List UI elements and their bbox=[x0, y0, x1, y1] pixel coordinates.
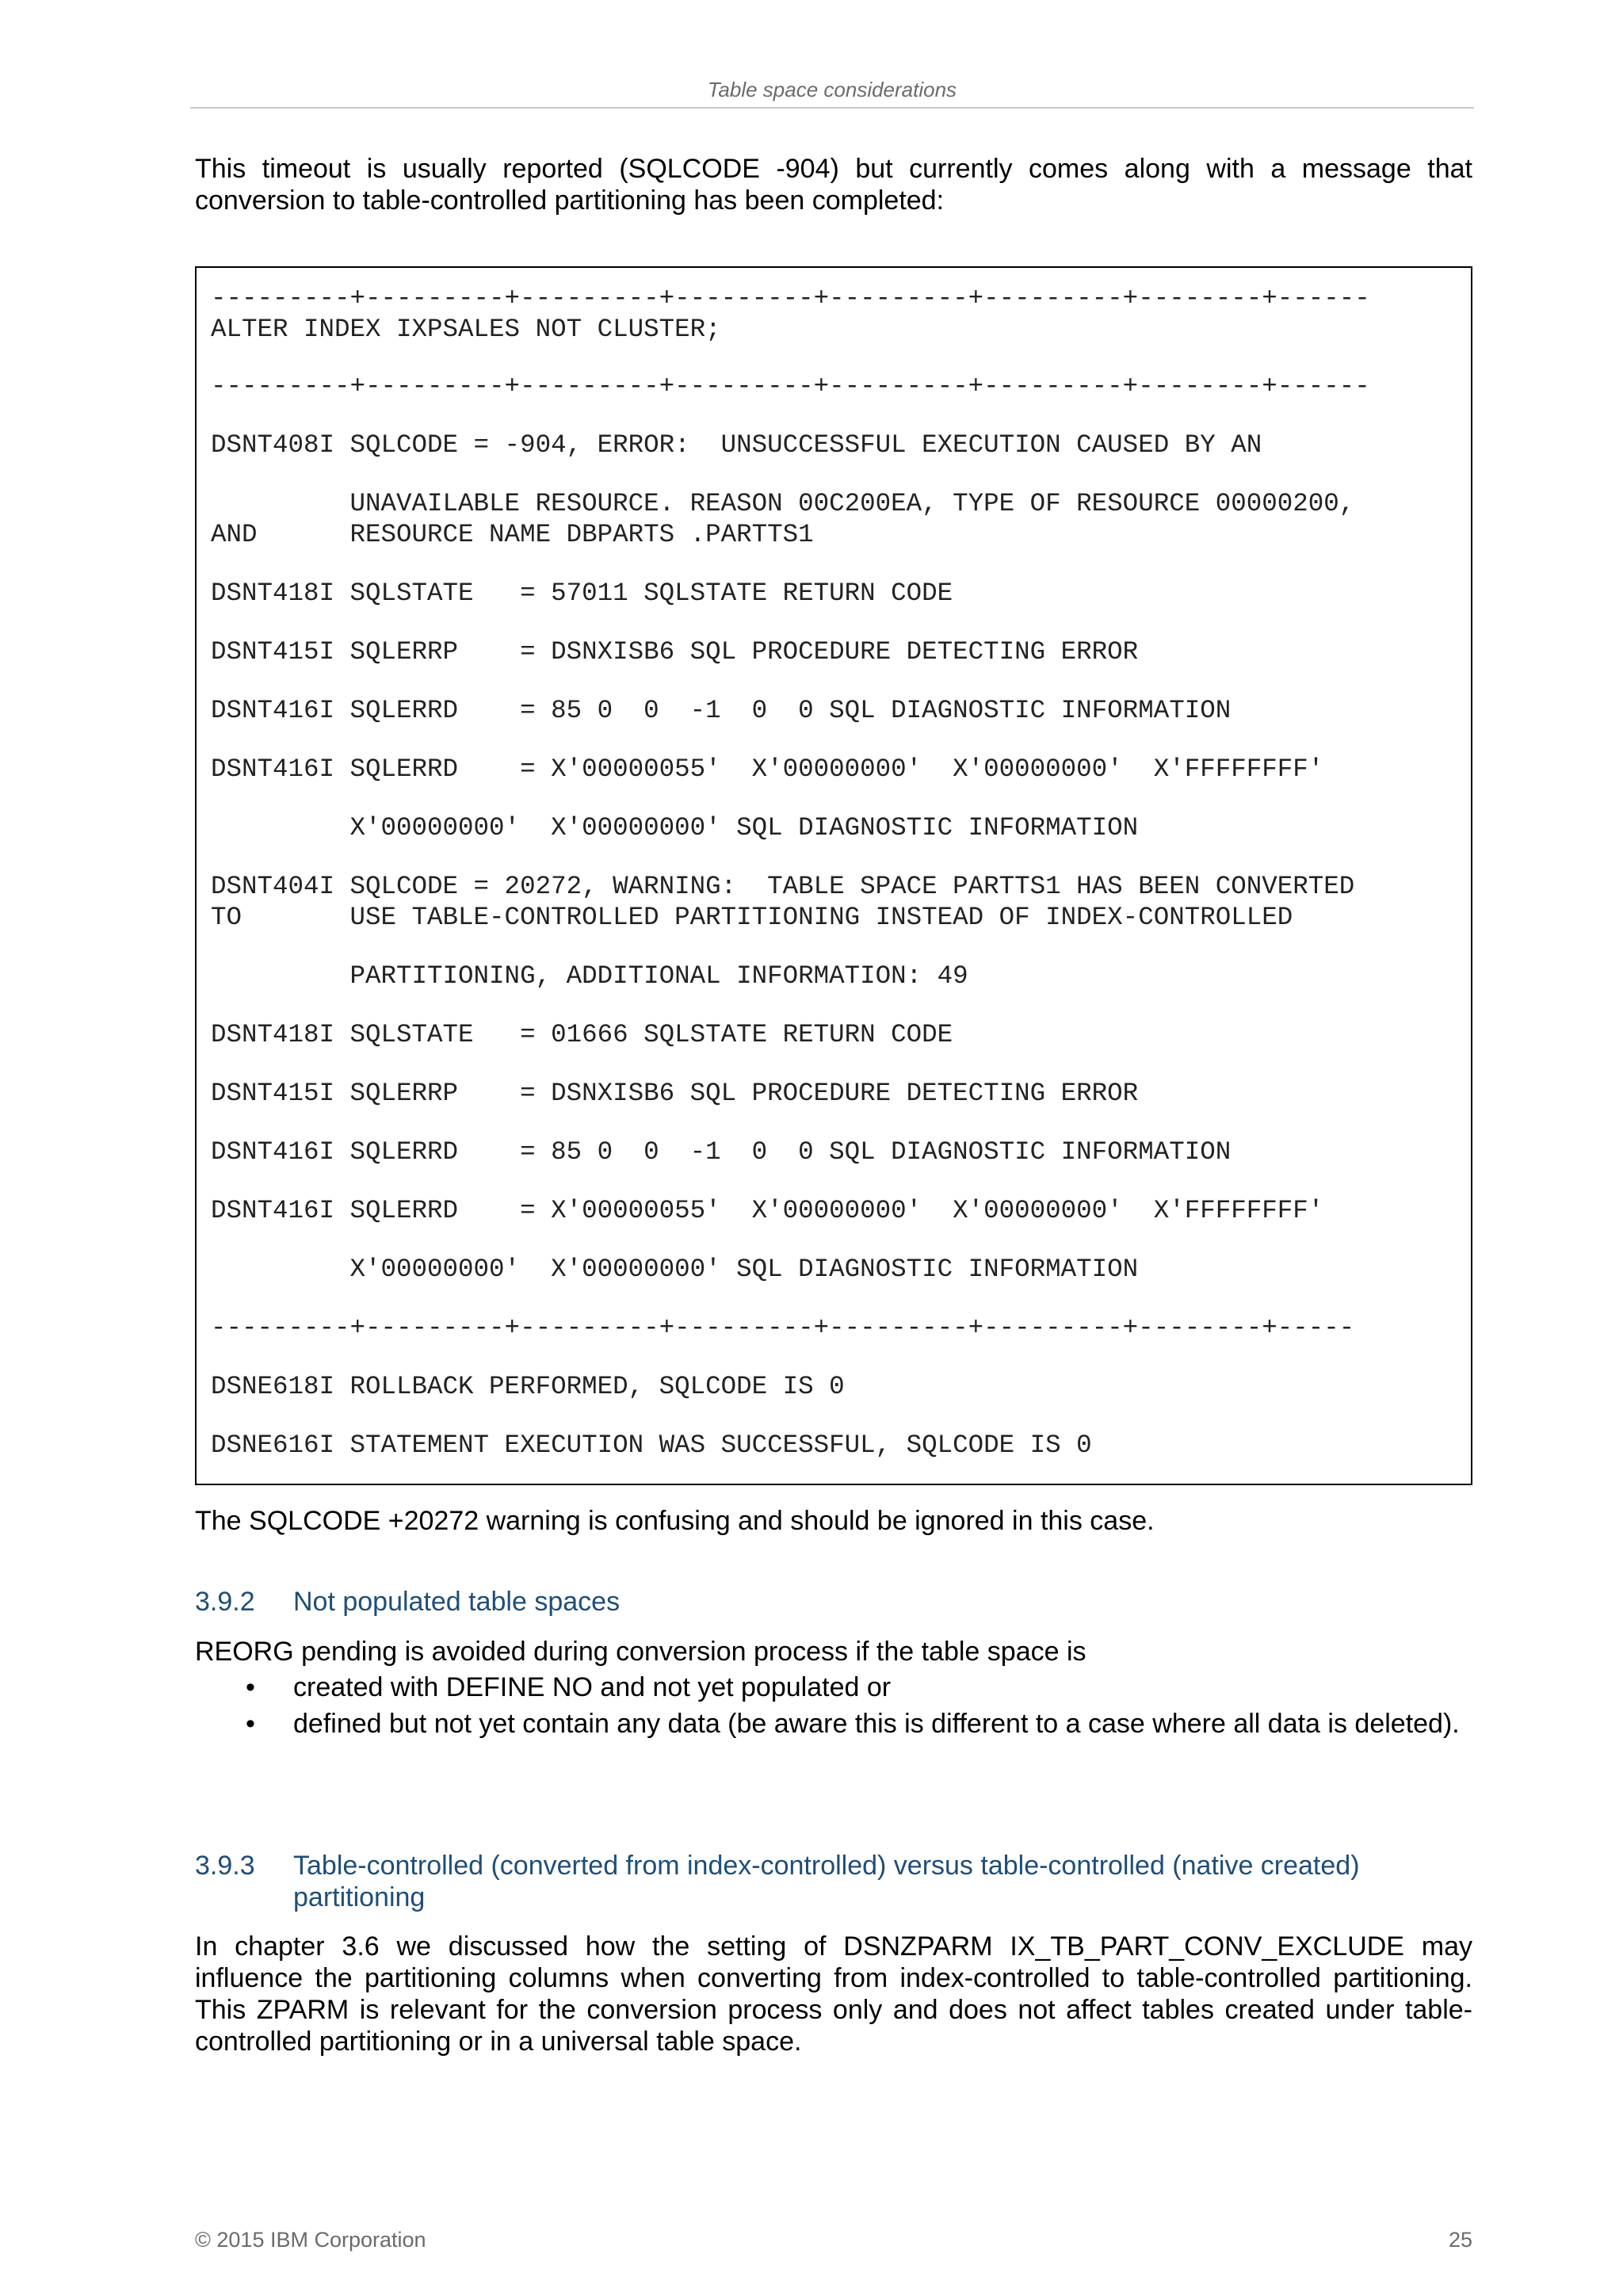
bullet-icon: • bbox=[246, 1709, 255, 1739]
code-line: DSNT418I SQLSTATE = 57011 SQLSTATE RETURN CODE bbox=[211, 579, 953, 608]
list-item bbox=[195, 1669, 1479, 1706]
footer-page-number: 25 bbox=[1448, 2228, 1472, 2252]
code-line: DSNE618I ROLLBACK PERFORMED, SQLCODE IS 0 bbox=[211, 1372, 845, 1401]
intro-paragraph: This timeout is usually reported (SQLCODE -904) but currently comes along with a message that conversion to table-controlled partitioning has been completed: bbox=[195, 154, 1472, 216]
footer-copyright: © 2015 IBM Corporation bbox=[195, 2228, 426, 2252]
code-line: DSNT416I SQLERRD = X'00000055' X'00000000' X'00000000' X'FFFFFFFF' bbox=[211, 755, 1324, 784]
code-line: DSNE616I STATEMENT EXECUTION WAS SUCCESSFUL, SQLCODE IS 0 bbox=[211, 1431, 1092, 1460]
after-code-paragraph: The SQLCODE +20272 warning is confusing and should be ignored in this case. bbox=[195, 1506, 1155, 1536]
section-number: 3.9.3 bbox=[195, 1851, 255, 1881]
section-number: 3.9.2 bbox=[195, 1587, 255, 1617]
code-line: DSNT416I SQLERRD = X'00000055' X'00000000' X'00000000' X'FFFFFFFF' bbox=[211, 1196, 1324, 1225]
code-output-box bbox=[195, 266, 1472, 1485]
code-line: PARTITIONING, ADDITIONAL INFORMATION: 49 bbox=[211, 961, 968, 991]
code-line: DSNT415I SQLERRP = DSNXISB6 SQL PROCEDURE DETECTING ERROR bbox=[211, 1079, 1139, 1108]
code-line: X'00000000' X'00000000' SQL DIAGNOSTIC INFORMATION bbox=[211, 813, 1139, 842]
section-title: Table-controlled (converted from index-controlled) versus table-controlled (native created) partitioning bbox=[293, 1851, 1360, 1912]
bullet-icon: • bbox=[246, 1672, 255, 1702]
code-line: DSNT418I SQLSTATE = 01666 SQLSTATE RETURN CODE bbox=[211, 1020, 953, 1049]
code-line: X'00000000' X'00000000' SQL DIAGNOSTIC INFORMATION bbox=[211, 1255, 1139, 1284]
section-3-9-2-intro: REORG pending is avoided during conversion process if the table space is bbox=[195, 1637, 1086, 1667]
running-header: Table space considerations bbox=[190, 78, 1474, 109]
section-title: Not populated table spaces bbox=[293, 1587, 621, 1617]
code-line: DSNT415I SQLERRP = DSNXISB6 SQL PROCEDURE DETECTING ERROR bbox=[211, 637, 1139, 667]
code-line: TO USE TABLE-CONTROLLED PARTITIONING INSTEAD OF INDEX-CONTROLLED bbox=[211, 903, 1293, 932]
code-line: ---------+---------+---------+---------+---------+---------+--------+------ bbox=[211, 284, 1370, 313]
code-line: ---------+---------+---------+---------+---------+---------+--------+----- bbox=[211, 1313, 1355, 1343]
code-line: DSNT416I SQLERRD = 85 0 0 -1 0 0 SQL DIAGNOSTIC INFORMATION bbox=[211, 696, 1232, 725]
code-line: ---------+---------+---------+---------+---------+---------+--------+------ bbox=[211, 372, 1370, 401]
code-line: AND RESOURCE NAME DBPARTS .PARTTS1 bbox=[211, 520, 814, 549]
code-line: UNAVAILABLE RESOURCE. REASON 00C200EA, TYPE OF RESOURCE 00000200, bbox=[211, 489, 1355, 518]
bullet-list bbox=[195, 1669, 1479, 1742]
code-line: ALTER INDEX IXPSALES NOT CLUSTER; bbox=[211, 315, 721, 344]
code-line: DSNT416I SQLERRD = 85 0 0 -1 0 0 SQL DIAGNOSTIC INFORMATION bbox=[211, 1137, 1232, 1167]
list-item-text: defined but not yet contain any data (be aware this is different to a case where all data is deleted). bbox=[293, 1709, 1460, 1739]
section-3-9-3-body: In chapter 3.6 we discussed how the setting of DSNZPARM IX_TB_PART_CONV_EXCLUDE may influence the partitioning columns when converting from index-controlled to table-controlled partitioning. This ZPARM is relevant for the conversion process only and does not affect tables created under table-controlled partitioning or in a universal table space. bbox=[195, 1931, 1472, 2057]
code-line: DSNT408I SQLCODE = -904, ERROR: UNSUCCESSFUL EXECUTION CAUSED BY AN bbox=[211, 430, 1262, 460]
list-item bbox=[195, 1706, 1479, 1742]
code-line: DSNT404I SQLCODE = 20272, WARNING: TABLE SPACE PARTTS1 HAS BEEN CONVERTED bbox=[211, 872, 1355, 901]
list-item-text: created with DEFINE NO and not yet populated or bbox=[293, 1672, 892, 1702]
